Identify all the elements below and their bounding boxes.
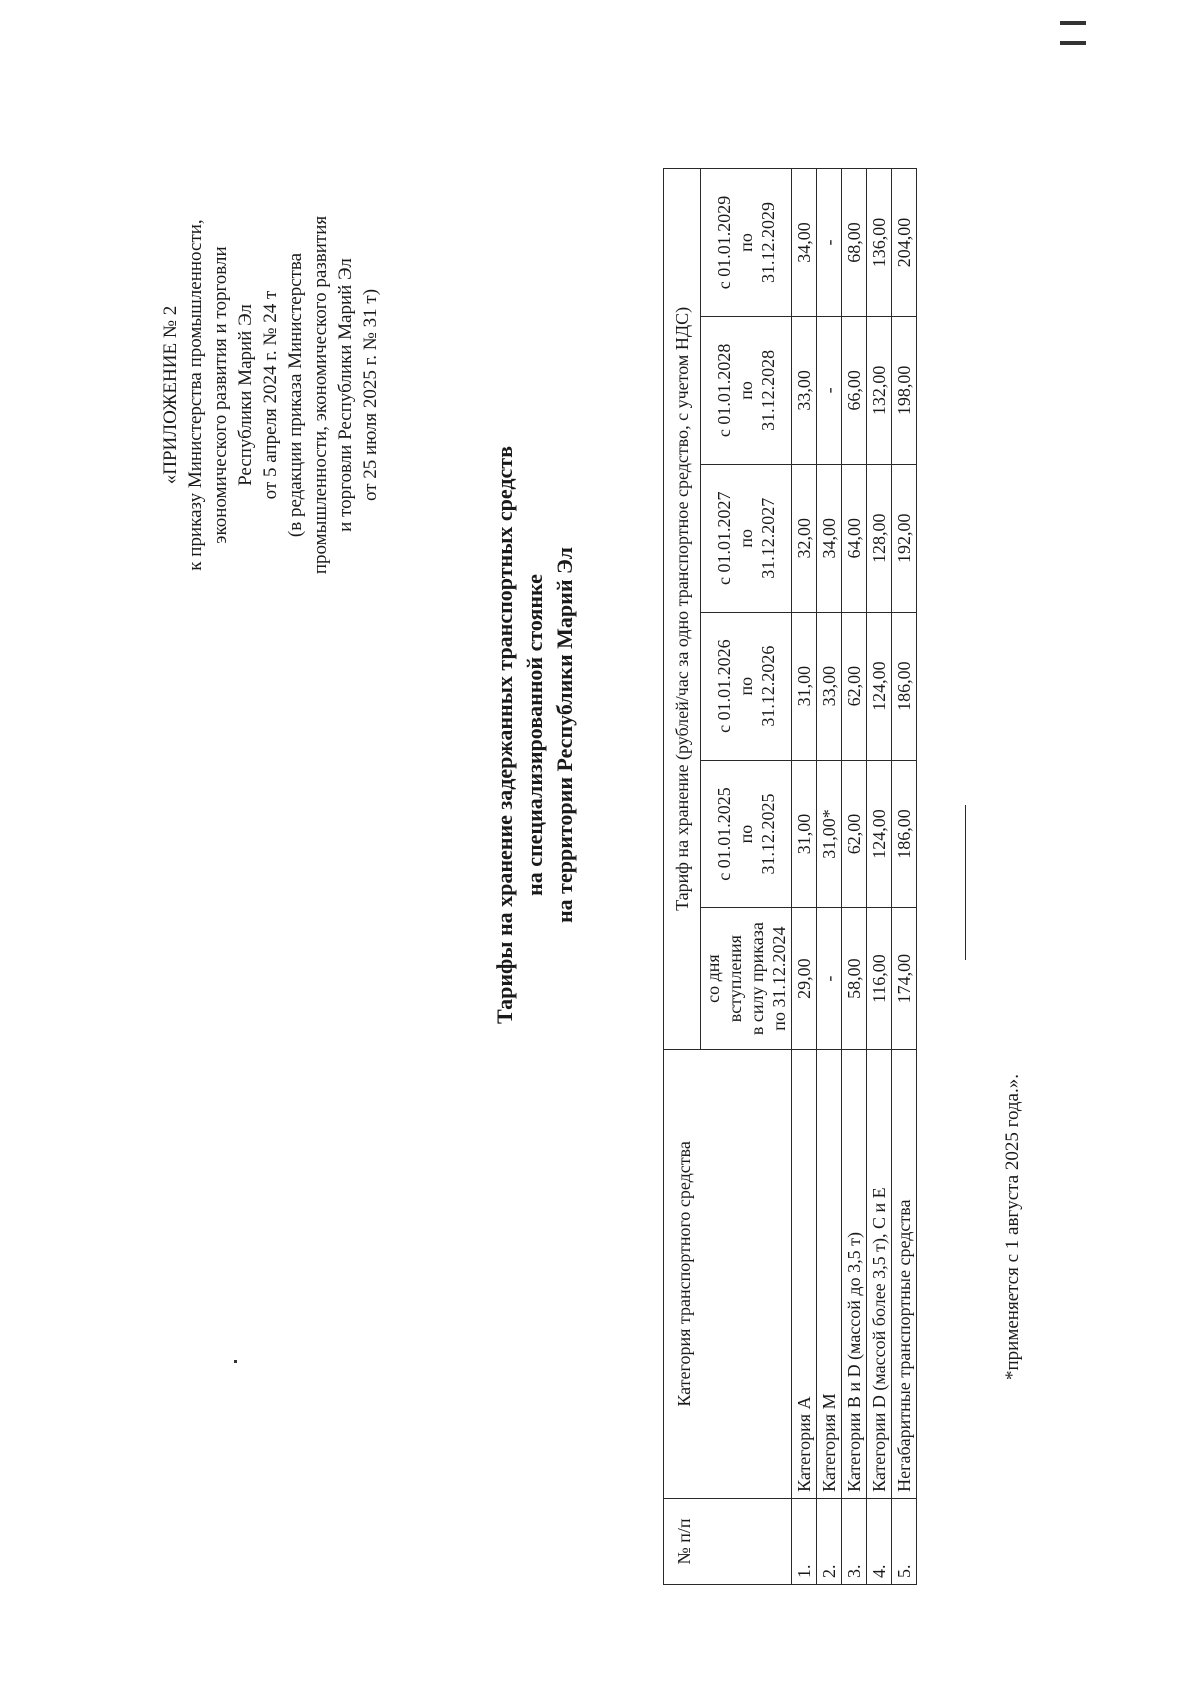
table-row: [792, 169, 817, 1585]
row-number: 1.: [792, 1498, 817, 1584]
tariff-value: 33,00: [792, 316, 817, 464]
table-row: [892, 169, 917, 1585]
tariff-value: 33,00: [817, 612, 842, 760]
table-row: [867, 169, 892, 1585]
scan-artifact: [1060, 21, 1086, 25]
period-line: с 01.01.2029: [714, 195, 734, 290]
header-period: [701, 169, 792, 317]
table-row: [842, 169, 867, 1585]
tariff-table: [663, 168, 917, 1585]
period-line: вступления: [725, 935, 745, 1023]
header-period: [701, 612, 792, 760]
period-line: по 31.12.2024: [769, 926, 789, 1031]
tariff-value: 62,00: [842, 612, 867, 760]
tariff-value: 31,00*: [817, 760, 842, 908]
row-category: Категории D (массой более 3,5 т), C и E: [867, 1049, 892, 1498]
row-number: 4.: [867, 1498, 892, 1584]
tariff-value: 128,00: [867, 464, 892, 612]
tariff-value: 174,00: [892, 908, 917, 1049]
row-category: Категории B и D (массой до 3,5 т): [842, 1049, 867, 1498]
period-line: 31.12.2028: [758, 349, 778, 431]
title-line: на специализированной стоянке: [522, 574, 547, 896]
period-line: в силу приказа: [747, 922, 767, 1036]
period-line: по: [736, 233, 756, 252]
tariff-value: 192,00: [892, 464, 917, 612]
tariff-value: -: [817, 316, 842, 464]
tariff-value: 31,00: [792, 612, 817, 760]
tariff-value: 34,00: [817, 464, 842, 612]
period-line: по: [736, 676, 756, 696]
tariff-value: 132,00: [867, 316, 892, 464]
document-title: [490, 285, 580, 1185]
tariff-value: 204,00: [892, 169, 917, 317]
header-period: [701, 464, 792, 612]
tariff-value: 31,00: [792, 760, 817, 908]
appendix-line: (в редакции приказа Министерства: [285, 252, 306, 538]
tariff-value: 198,00: [892, 316, 917, 464]
appendix-line: от 5 апреля 2024 г. № 24 т: [260, 290, 281, 500]
period-line: с 01.01.2026: [714, 639, 734, 733]
period-line: по: [736, 824, 756, 844]
tariff-value: 62,00: [842, 760, 867, 908]
scan-dot: [234, 1360, 237, 1363]
header-tariff: Тариф на хранение (рублей/час за одно транспортное средство, с учетом НДС): [664, 169, 701, 1050]
period-line: 31.12.2026: [758, 645, 778, 727]
title-line: Тарифы на хранение задержанных транспортных средств: [492, 446, 517, 1024]
header-number: № п/п: [664, 1498, 792, 1584]
tariff-value: 124,00: [867, 612, 892, 760]
tariff-value: 29,00: [792, 908, 817, 1049]
period-line: по: [736, 381, 756, 400]
row-category: Категория A: [792, 1049, 817, 1498]
tariff-value: 58,00: [842, 908, 867, 1049]
footnote: *применяется с 1 августа 2025 года.».: [1002, 1074, 1023, 1380]
title-line: на территории Республики Марий Эл: [552, 547, 577, 923]
tariff-value: 66,00: [842, 316, 867, 464]
period-line: по: [736, 528, 756, 548]
tariff-value: 32,00: [792, 464, 817, 612]
period-line: 31.12.2029: [758, 202, 778, 283]
separator-line: [965, 805, 966, 960]
header-period: [701, 760, 792, 908]
tariff-value: 186,00: [892, 612, 917, 760]
tariff-value: -: [817, 908, 842, 1049]
tariff-value: 136,00: [867, 169, 892, 317]
table-row: [817, 169, 842, 1585]
row-number: 2.: [817, 1498, 842, 1584]
appendix-line: и торговли Республики Марий Эл: [335, 258, 356, 532]
period-line: с 01.01.2028: [714, 343, 734, 438]
appendix-header: [158, 135, 383, 655]
row-number: 5.: [892, 1498, 917, 1584]
header-period: [701, 316, 792, 464]
tariff-value: 64,00: [842, 464, 867, 612]
header-category: Категория транспортного средства: [664, 1049, 792, 1498]
appendix-line: к приказу Министерства промышленности,: [185, 219, 206, 571]
scan-artifact: [1060, 41, 1086, 45]
period-line: 31.12.2027: [758, 497, 778, 579]
tariff-value: 68,00: [842, 169, 867, 317]
appendix-line: Республики Марий Эл: [235, 304, 256, 486]
appendix-line: экономического развития и торговли: [210, 246, 231, 544]
header-period: [701, 908, 792, 1049]
appendix-line: от 25 июля 2025 г. № 31 т): [360, 288, 381, 502]
period-line: 31.12.2025: [758, 793, 778, 875]
appendix-line: промышленности, экономического развития: [310, 215, 331, 575]
tariff-value: 34,00: [792, 169, 817, 317]
appendix-line: «ПРИЛОЖЕНИЕ № 2: [160, 305, 181, 485]
row-number: 3.: [842, 1498, 867, 1584]
period-line: с 01.01.2025: [714, 787, 734, 881]
tariff-value: 124,00: [867, 760, 892, 908]
row-category: Негабаритные транспортные средства: [892, 1049, 917, 1498]
period-line: с 01.01.2027: [714, 491, 734, 586]
period-line: со дня: [703, 954, 723, 1003]
tariff-value: -: [817, 169, 842, 317]
tariff-value: 186,00: [892, 760, 917, 908]
tariff-value: 116,00: [867, 908, 892, 1049]
row-category: Категория M: [817, 1049, 842, 1498]
